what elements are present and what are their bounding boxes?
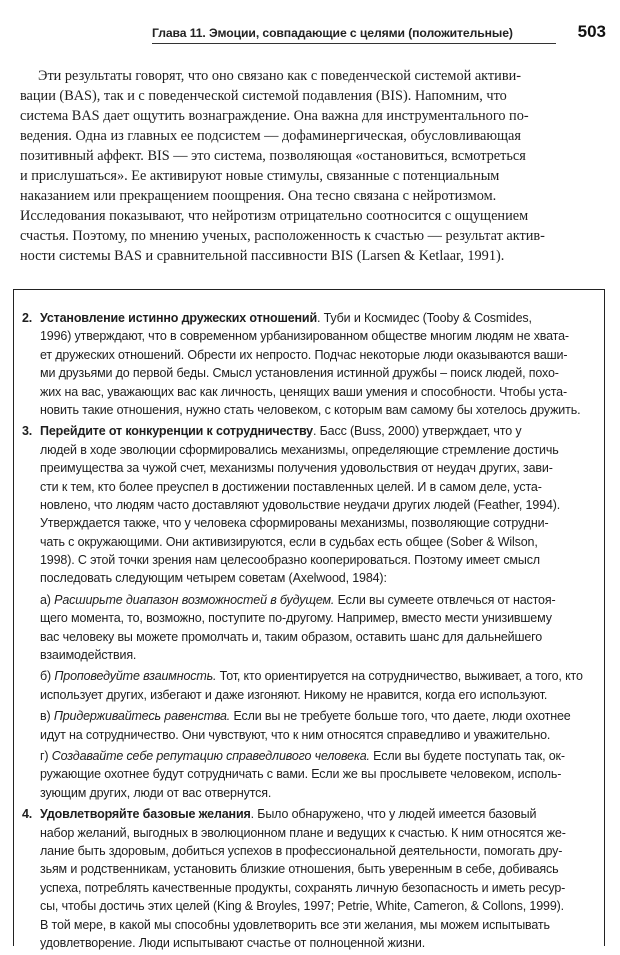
running-header [152,22,606,46]
item-number: 2. [22,311,33,325]
item-line: Утверждается также, что у человека сформированы механизмы, позволяющие сотрудни- [40,516,549,531]
item-heading: Перейдите от конкуренции к сотрудничеству [40,424,313,439]
item-number: 4. [22,807,33,822]
item-first-line [40,422,585,440]
item-text: . Туби и Космидес (Tooby & Cosmides, [317,311,532,325]
advice-label: б) [40,669,55,684]
item-line: В той мере, в какой мы способны удовлетворить все эти желания, мы можем испытывать [40,917,550,932]
item-line: чать с окружающими. Они активизируются, если в судьбах есть общее (Sober & Wilson, [40,534,538,549]
advice-c [40,707,585,744]
item-heading: Установление истинно дружеских отношений [40,311,317,325]
list-item-friendship [22,309,585,419]
advice-title: Придерживайтесь равенства. [53,709,231,724]
item-line: лание быть здоровым, добиться успехов в профессиональной деятельности, помогать дру- [40,843,563,858]
advice-d [40,747,585,802]
intro-line: позитивный аффект. BIS — это система, позволяющая «остановиться, всмотреться [20,148,526,164]
item-line: 1998). С этой точки зрения нам целесообразно кооперироваться. Поэтому имеет смысл [40,553,540,568]
list-item-basic-desires [22,805,585,952]
intro-line: система BAS дает ощутить вознаграждение. Она важна для инструментального по- [20,108,529,124]
item-first-line [40,309,585,327]
item-text: . Было обнаружено, что у людей имеется базовый [250,807,537,822]
advice-a [40,591,585,665]
intro-line: ности системы BAS и сравнительной пассивности BIS (Larsen & Ketlaar, 1991). [20,248,505,264]
item-line: ми друзьями до первой беды. Смысл установления истинной дружбы – поиск людей, похо- [40,366,559,381]
advice-line: зующим других, люди от вас отвернутся. [40,785,272,800]
item-line: последовать следующим четырем советам (Axelwood, 1984): [40,571,387,586]
intro-line: вации (BAS), так и с поведенческой системой подавления (BIS). Напомним, что [20,88,507,104]
intro-line: счастья. Поэтому, по мнению ученых, расположенность к счастью — результат актив- [20,228,545,244]
intro-line: и прислушаться». Ее активируют новые стимулы, связанные с потенциальным [20,168,500,184]
advice-first-line [40,707,585,725]
advice-line: использует других, избегают и даже изгоняют. Никому не нравится, когда его используют. [40,687,548,702]
advice-text: Если вы сумеете отвлечься от настоя- [334,592,556,607]
item-text: . Басс (Buss, 2000) утверждает, что у [312,424,522,439]
item-line: 1996) утверждают, что в современном урбанизированном обществе многим людям не хвата- [40,329,569,344]
advice-first-line [40,591,585,609]
item-first-line [40,805,585,823]
item-heading: Удовлетворяйте базовые желания [40,807,251,822]
page-number: 503 [577,22,606,41]
intro-line: ведения. Одна из главных ее подсистем — дофаминергическая, обусловливающая [20,128,521,144]
advice-line: идут на сотрудничество. Они чувствуют, что к ним относятся справедливо и уважительно. [40,727,551,742]
advice-first-line [40,747,585,765]
advice-title: Создавайте себе репутацию справедливого человека. [51,748,370,763]
advice-first-line [40,667,585,685]
advice-text: Если вы не требуете больше того, что даете, люди охотнее [230,709,571,724]
chapter-title: Глава 11. Эмоции, совпадающие с целями (положительные) [152,26,513,40]
advice-line: ружающие охотнее будут сотрудничать с вами. Если же вы прослывете человеком, исполь- [40,767,562,782]
advice-title: Проповедуйте взаимность. [54,669,217,684]
advice-line: щего момента, то, возможно, поступите по-другому. Например, вместо мести унизившему [40,611,552,626]
header-rule [152,43,556,44]
item-line: жих на вас, уважающих вас как личность, ценящих ваши умения и способности. Чтобы уста- [40,384,567,399]
item-line: сы, чтобы достичь этих целей (King & Broyles, 1997; Petrie, White, Cameron, & Collons, 1999). [40,899,564,914]
advice-line: взаимодействия. [40,648,137,663]
item-number: 3. [22,424,33,439]
intro-paragraph [20,66,605,266]
advice-title: Расширьте диапазон возможностей в будущем. [54,592,335,607]
item-line: набор желаний, выгодных в эволюционном плане и ведущих к счастью. К ним относятся же- [40,825,566,840]
advice-label: а) [40,592,55,607]
advice-text: Тот, кто ориентируется на сотрудничество, выживает, а того, кто [216,669,583,684]
item-line: удовлетворение. Люди испытывают счастье от полноценной жизни. [40,935,426,950]
item-line: ет дружеских отношений. Обрести их непросто. Подчас некоторые люди оказываются ваши- [40,347,568,362]
item-line: людей в ходе эволюции сформировались механизмы, определяющие стремление достичь [40,442,559,457]
item-line: сти к тем, кто более преуспел в достижении поставленных целей. И в самом деле, уста- [40,479,542,494]
list-item-cooperation [22,422,585,802]
advice-b [40,667,585,704]
item-line: преимущества за чужой счет, механизмы получения удовольствия от неудач других, зави- [40,461,553,476]
item-line: успеха, потреблять качественные продукты, сохранять личную безопасность и иметь ресур- [40,880,566,895]
advice-label: г) [40,748,52,763]
intro-line: Эти результаты говорят, что оно связано как с поведенческой системой активи- [38,68,521,84]
intro-line: Исследования показывают, что нейротизм отрицательно соотносится с ощущением [20,208,529,224]
advice-text: Если вы будете поступать так, ок- [369,748,565,763]
intro-line: наказанием или прекращением поощрения. Она тесно связана с нейротизмом. [20,188,497,204]
advice-line: вас человеку вы можете промолчать и, таким образом, оставить шанс для дальнейшего [40,629,543,644]
advice-label: в) [40,709,54,724]
item-line: новлено, что людям часто доставляют удовольствие неудачи других людей (Feather, 1994). [40,497,561,512]
item-line: зьям и родственникам, установить близкие отношения, быть уверенным в себе, добиваясь [40,862,559,877]
inset-list [22,309,585,955]
item-line: новить такие отношения, нужно стать человеком, с которым вам самому бы хотелось дружить. [40,402,581,417]
